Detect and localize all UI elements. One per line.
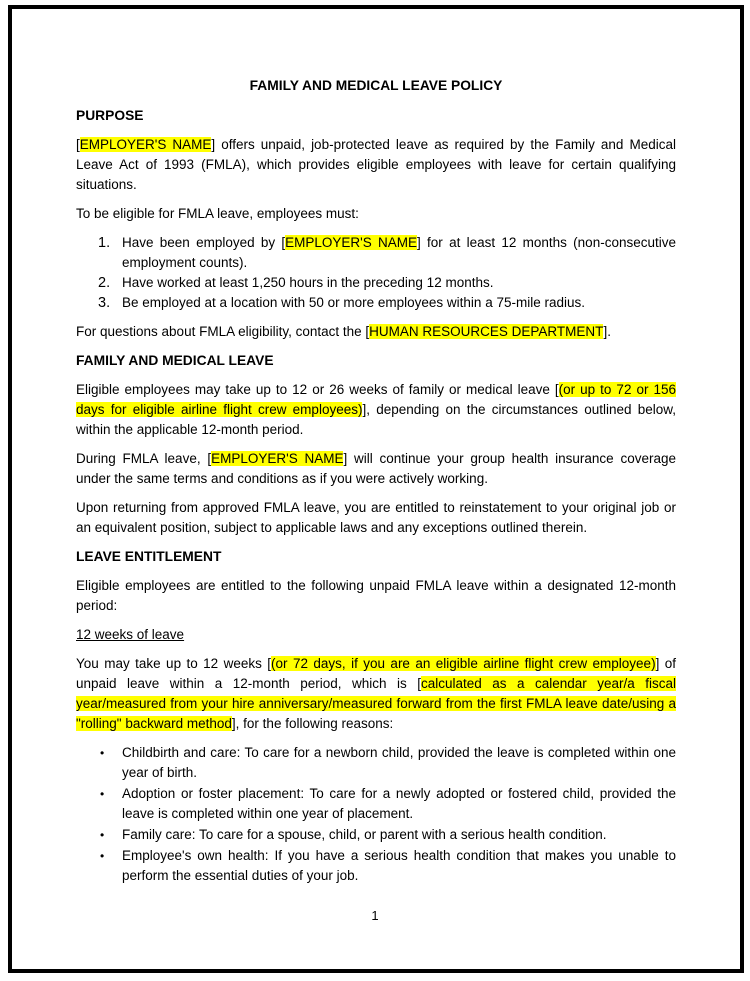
list-item-eligibility-1: [76, 233, 676, 273]
paragraph-hr-contact: For questions about FMLA eligibility, contact the [HUMAN RESOURCES DEPARTMENT].: [76, 324, 611, 339]
page-content: [76, 76, 676, 895]
bullet-icon: •: [100, 828, 105, 842]
section-heading-family-medical-leave: FAMILY AND MEDICAL LEAVE: [76, 353, 274, 368]
list-number: 2.: [98, 275, 111, 291]
document-title: FAMILY AND MEDICAL LEAVE POLICY: [249, 78, 503, 93]
list-number: 1.: [98, 235, 111, 251]
bullet-item-family-care: [76, 825, 676, 845]
section-heading-purpose: PURPOSE: [76, 108, 144, 123]
bullet-icon: •: [100, 746, 105, 760]
list-item-text: Have been employed by [EMPLOYER'S NAME] for at least 12 months (non-consecutive employment counts).: [122, 235, 676, 270]
bullet-item-adoption: [76, 784, 676, 824]
bullet-icon: •: [100, 787, 105, 801]
paragraph-fml-insurance: During FMLA leave, [EMPLOYER'S NAME] will continue your group health insurance coverage under the same terms and conditions as if you were actively working.: [76, 451, 676, 486]
paragraph-fml-reinstatement: Upon returning from approved FMLA leave, you are entitled to reinstatement to your original job or an equivalent position, subject to applicable laws and any exceptions outlined therein.: [76, 500, 676, 535]
bullet-item-own-health: [76, 846, 676, 886]
page-number: 1: [371, 908, 379, 923]
bullet-item-childbirth: [76, 743, 676, 783]
list-number: 3.: [98, 295, 111, 311]
list-item-eligibility-3: [76, 293, 676, 313]
list-item-eligibility-2: [76, 273, 676, 293]
bullet-icon: •: [100, 849, 105, 863]
section-heading-leave-entitlement: LEAVE ENTITLEMENT: [76, 549, 222, 564]
paragraph-eligibility-lead: To be eligible for FMLA leave, employees must:: [76, 206, 359, 221]
bullet-item-text: Adoption or foster placement: To care for a newly adopted or fostered child, provided the leave is completed within one year of placement.: [122, 786, 676, 821]
subheading-12-weeks: 12 weeks of leave: [76, 627, 185, 642]
list-item-text: Have worked at least 1,250 hours in the preceding 12 months.: [122, 275, 494, 290]
bullet-item-text: Family care: To care for a spouse, child, or parent with a serious health condition.: [122, 827, 607, 842]
bullet-item-text: Employee's own health: If you have a serious health condition that makes you unable to perform the essential duties of your job.: [122, 848, 676, 883]
bullet-item-text: Childbirth and care: To care for a newborn child, provided the leave is completed within one year of birth.: [122, 745, 676, 780]
list-item-text: Be employed at a location with 50 or more employees within a 75-mile radius.: [122, 295, 585, 310]
paragraph-purpose-intro: [EMPLOYER'S NAME] offers unpaid, job-protected leave as required by the Family and Medical Leave Act of 1993 (FMLA), which provides eligible employees with leave for certain qualifying situations.: [76, 137, 676, 192]
paragraph-12-weeks-detail: You may take up to 12 weeks [(or 72 days, if you are an eligible airline flight crew employee)] of unpaid leave within a 12-month period, which is [calculated as a calendar year/a fiscal year/measured from your hire anniversary/measured forward from the first FMLA leave date/using a "rolling" backward method], for the following reasons:: [76, 656, 677, 731]
eligibility-numbered-list: [76, 233, 676, 313]
leave-reasons-bullet-list: [76, 743, 676, 886]
paragraph-fml-weeks: Eligible employees may take up to 12 or 26 weeks of family or medical leave [(or up to 72 or 156 days for eligible airline flight crew employees)], depending on the circumstances outlined below, within the applicable 12-month period.: [76, 382, 676, 437]
paragraph-entitlement-lead: Eligible employees are entitled to the following unpaid FMLA leave within a designated 12-month period:: [76, 578, 676, 613]
